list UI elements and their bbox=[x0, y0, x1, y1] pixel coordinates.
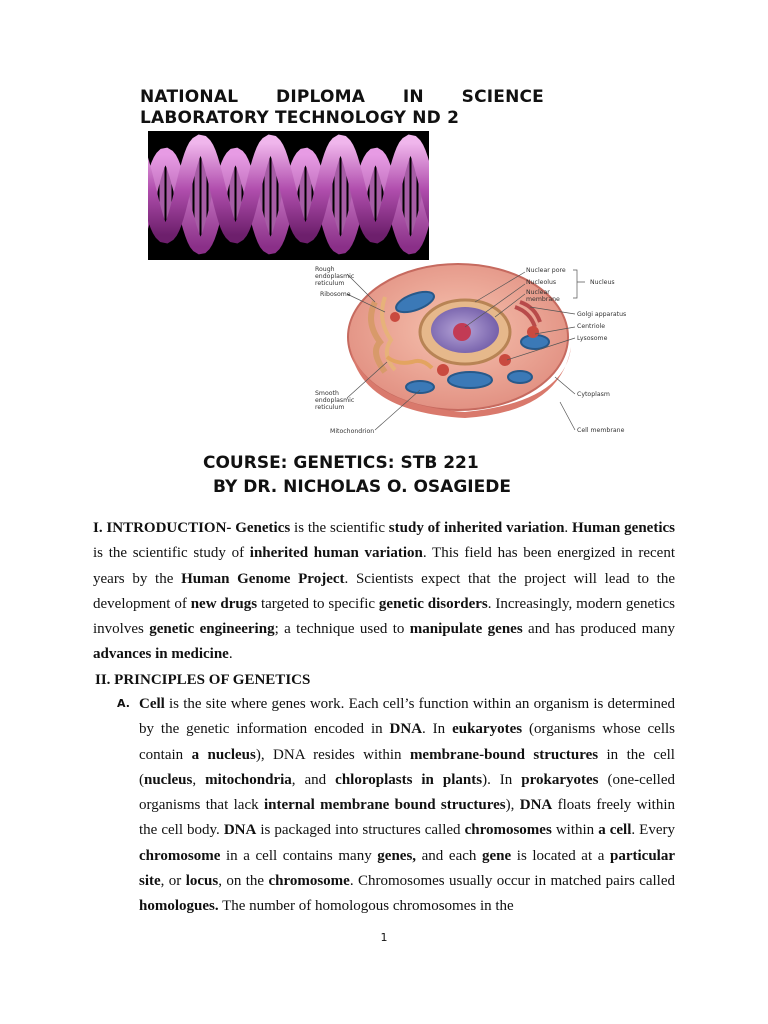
bold-term: genes, bbox=[377, 847, 417, 864]
bold-term: DNA bbox=[223, 822, 257, 839]
text-run: . Increasingly, modern genetics involves bbox=[93, 595, 676, 638]
bold-term: manipulate genes bbox=[409, 621, 523, 638]
svg-text:endoplasmic: endoplasmic bbox=[315, 273, 355, 280]
cell-paragraph bbox=[139, 692, 675, 920]
bold-term: Human Genome Project bbox=[181, 570, 345, 587]
bold-term: mitochondria bbox=[205, 771, 292, 788]
svg-text:Smooth: Smooth bbox=[315, 390, 339, 397]
text-run: , on the bbox=[218, 873, 269, 890]
bold-term: eukaryotes bbox=[452, 721, 523, 738]
svg-text:Centriole: Centriole bbox=[577, 323, 606, 330]
bold-term: new drugs bbox=[190, 595, 258, 612]
bold-term: internal membrane bound structures bbox=[263, 797, 506, 814]
course-author: BY DR. NICHOLAS O. OSAGIEDE bbox=[213, 477, 511, 497]
text-run: ), bbox=[505, 797, 520, 814]
text-run: , and bbox=[291, 771, 336, 788]
bold-term: DNA bbox=[389, 721, 423, 738]
title-line-2: LABORATORY TECHNOLOGY ND 2 bbox=[140, 108, 460, 128]
svg-text:Cytoplasm: Cytoplasm bbox=[577, 391, 610, 398]
title-line-1: NATIONAL DIPLOMA IN SCIENCE bbox=[140, 87, 544, 107]
bold-term: prokaryotes bbox=[521, 771, 599, 788]
course-heading bbox=[203, 451, 511, 499]
bold-term: inherited human variation bbox=[249, 545, 423, 562]
text-run: is located at a bbox=[511, 847, 610, 864]
text-run: within bbox=[551, 822, 599, 839]
text-run: . bbox=[564, 520, 572, 536]
svg-text:Nuclear pore: Nuclear pore bbox=[526, 267, 566, 274]
text-run: . Scientists expect that the project will lead to the development of bbox=[93, 570, 675, 612]
bold-term: homologues. bbox=[139, 898, 219, 915]
text-run: is packaged into structures called bbox=[256, 822, 465, 839]
text-run: and has produced many bbox=[522, 621, 675, 638]
text-run: ), DNA resides within bbox=[255, 746, 410, 763]
text-run: The number of homologous chromosomes in the bbox=[218, 898, 514, 915]
course-title: COURSE: GENETICS: STB 221 bbox=[203, 453, 479, 473]
svg-text:Nucleus: Nucleus bbox=[590, 279, 615, 286]
label-rough-er: Rough bbox=[315, 266, 335, 273]
text-run: (one-celled organisms that lack bbox=[139, 771, 675, 814]
bold-term: gene bbox=[482, 847, 512, 864]
bold-term: genetic engineering bbox=[149, 621, 275, 638]
bold-term: advances in medicine bbox=[93, 646, 229, 663]
text-run: in the cell ( bbox=[139, 746, 675, 788]
bold-term: chromosome bbox=[268, 873, 350, 890]
svg-text:Ribosome: Ribosome bbox=[320, 291, 351, 298]
document-title bbox=[140, 87, 544, 129]
svg-text:reticulum: reticulum bbox=[315, 280, 345, 287]
text-run: . bbox=[228, 646, 233, 663]
bold-term: study of inherited variation bbox=[388, 520, 565, 536]
text-run: (organisms whose cells contain bbox=[139, 721, 676, 763]
svg-text:Golgi apparatus: Golgi apparatus bbox=[577, 311, 627, 318]
text-run: . In bbox=[422, 721, 453, 738]
text-run: in a cell contains many bbox=[220, 847, 378, 864]
text-run: ; a technique used to bbox=[274, 621, 410, 638]
introduction-paragraph bbox=[93, 516, 675, 668]
list-marker-a: A. bbox=[117, 697, 130, 710]
animal-cell-diagram bbox=[315, 262, 680, 440]
bold-term: Human genetics bbox=[572, 520, 675, 536]
text-run: floats freely within the cell body. bbox=[139, 797, 676, 839]
text-run: ). In bbox=[482, 771, 522, 788]
text-run: is the scientific bbox=[290, 520, 389, 536]
bold-term: nucleus bbox=[144, 771, 193, 788]
bold-term: I. INTRODUCTION- Genetics bbox=[93, 520, 291, 536]
svg-text:endoplasmic: endoplasmic bbox=[315, 397, 355, 404]
svg-text:Nuclear: Nuclear bbox=[526, 289, 550, 296]
text-run: targeted to specific bbox=[257, 595, 379, 612]
svg-text:Nucleolus: Nucleolus bbox=[526, 279, 557, 286]
section-heading-principles: II. PRINCIPLES OF GENETICS bbox=[95, 672, 311, 688]
text-run: is the site where genes work. Each cell’s function within an organism is determined by the genetic information encoded in bbox=[139, 696, 675, 738]
bold-term: chloroplasts in plants bbox=[335, 771, 483, 788]
bold-term: a nucleus bbox=[191, 746, 256, 763]
dna-helix-image bbox=[148, 131, 429, 260]
text-run: and each bbox=[416, 847, 482, 864]
text-run: . Every bbox=[631, 822, 675, 839]
text-run: , bbox=[192, 771, 206, 788]
bold-term: chromosome bbox=[139, 847, 221, 864]
text-run: is the scientific study of bbox=[93, 545, 250, 562]
bold-term: particular site bbox=[139, 847, 675, 890]
svg-text:Cell membrane: Cell membrane bbox=[577, 427, 625, 434]
bold-term: chromosomes bbox=[464, 822, 552, 839]
svg-text:Lysosome: Lysosome bbox=[577, 335, 608, 342]
svg-text:Mitochondrion: Mitochondrion bbox=[330, 428, 375, 435]
bold-term: Cell bbox=[139, 696, 165, 712]
bold-term: DNA bbox=[519, 797, 553, 814]
svg-text:reticulum: reticulum bbox=[315, 404, 345, 411]
bold-term: locus bbox=[185, 873, 219, 890]
bold-term: membrane-bound structures bbox=[409, 746, 599, 763]
page-number: 1 bbox=[380, 931, 388, 944]
svg-text:membrane: membrane bbox=[526, 296, 560, 303]
text-run: . This field has been energized in recent years by the bbox=[93, 545, 675, 587]
text-run: , or bbox=[160, 873, 186, 890]
text-run: . Chromosomes usually occur in matched pairs called bbox=[349, 873, 676, 890]
bold-term: a cell bbox=[598, 822, 632, 839]
bold-term: genetic disorders bbox=[378, 595, 488, 612]
